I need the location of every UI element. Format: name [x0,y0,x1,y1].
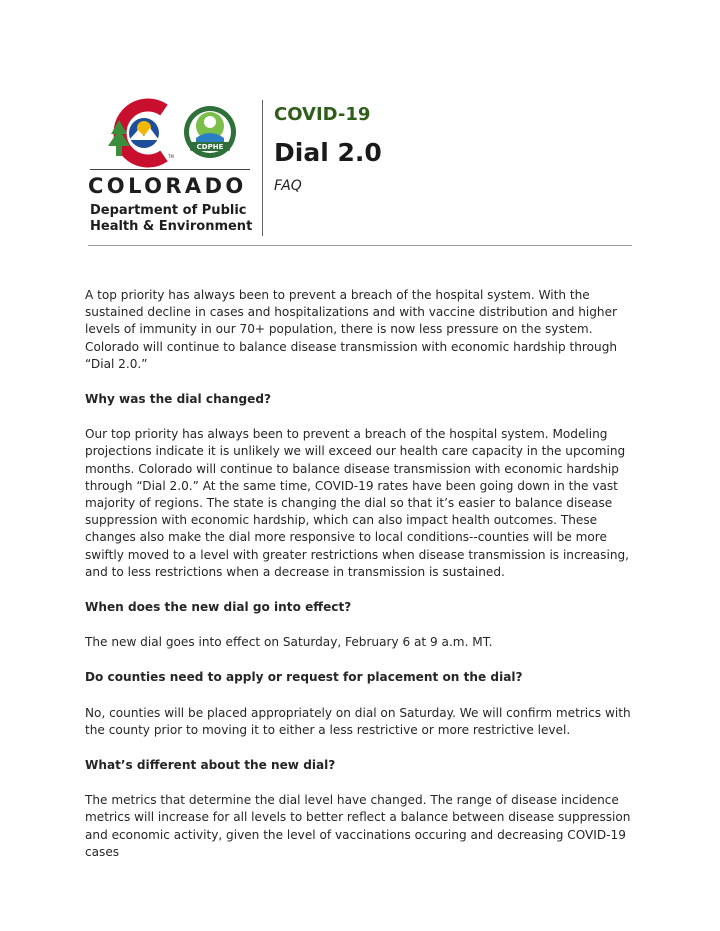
faq-question: Why was the dial changed? [85,392,271,407]
faq-question: What’s different about the new dial? [85,758,336,773]
colorado-c-logo-icon [102,98,252,168]
colorado-wordmark: COLORADO [88,174,247,198]
faq-answer: The new dial goes into effect on Saturday, February 6 at 9 a.m. MT. [85,635,493,650]
document-subtitle: FAQ [274,178,302,194]
faq-answer: Our top priority has always been to prevent a breach of the hospital system. Modeling projections indicate it is unlikely we will exceed our health care capacity in the upcoming months. Colorado will continue to balance disease transmission with economic hardship through “Dial 2.0.” At the same time, COVID-19 rates have been going down in the vast majority of regions. The state is changing the dial so that it’s easier to balance disease suppression with economic hardship, which can also impact health outcomes. These changes also make the dial more responsive to local conditions--counties will be more swiftly moved to a level with greater restrictions when disease transmission is increasing, and to less restrictions when a decrease in transmission is sustained. [85,427,630,579]
faq-question: Do counties need to apply or request for placement on the dial? [85,670,523,685]
intro-paragraph: A top priority has always been to prevent a breach of the hospital system. With the sustained decline in cases and hospitalizations and with vaccine distribution and higher levels of immunity in our 70+ population, there is now less pressure on the system. Colorado will continue to balance disease transmission with economic hardship through “Dial 2.0.” [85,288,618,371]
svg-text:CDPHE: CDPHE [196,143,224,151]
document-body [85,287,641,879]
header-vertical-divider [262,100,263,236]
cdphe-logo [88,98,256,240]
faq-answer: The metrics that determine the dial level have changed. The range of disease incidence metrics will increase for all levels to better reflect a balance between disease suppression and economic activity, given the level of vaccinations occuring and decreasing COVID-19 cases [85,793,631,859]
svg-text:TM: TM [168,154,174,159]
faq-answer: No, counties will be placed appropriately on dial on Saturday. We will confirm metrics with the county prior to moving it to either a less restrictive or more restrictive level. [85,705,631,737]
title-block [274,103,382,195]
department-name: Department of Public Health & Environment [90,203,253,234]
document-kicker: COVID-19 [274,104,371,125]
logo-divider [90,169,250,170]
faq-question: When does the new dial go into effect? [85,600,352,615]
header-horizontal-rule [88,245,632,246]
document-title: Dial 2.0 [274,138,382,167]
